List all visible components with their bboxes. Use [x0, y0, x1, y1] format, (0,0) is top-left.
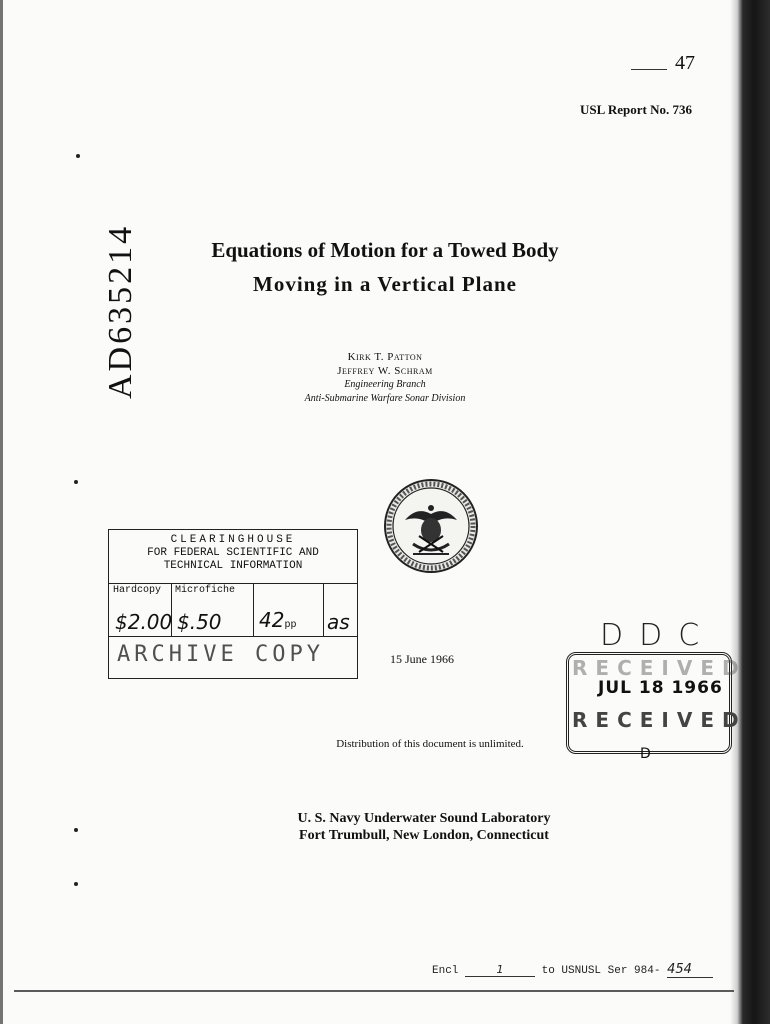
author-1: Kirk T. Patton [347, 351, 423, 363]
enclosure-middle: to USNUSL Ser 984- [541, 965, 661, 977]
received-bottom: RECEIVED [572, 708, 747, 732]
price-header-row [109, 583, 357, 599]
accession-number: AD635214 [102, 223, 139, 399]
ddc-label: DDC [600, 618, 716, 653]
page-number: 47 [631, 52, 695, 75]
page-count: 42pp [259, 608, 297, 632]
laboratory-block [0, 810, 770, 844]
author-2: Jeffrey W. Schram [337, 365, 433, 377]
scan-speck [74, 882, 78, 886]
clearinghouse-line-2: FOR FEDERAL SCIENTIFIC AND [147, 547, 319, 559]
scan-right-edge [730, 0, 770, 1024]
hardcopy-label: Hardcopy [113, 585, 162, 596]
clearinghouse-line-1: CLEARINGHOUSE [170, 534, 296, 546]
bottom-rule [14, 990, 734, 992]
branch: Engineering Branch [344, 379, 426, 390]
division: Anti-Submarine Warfare Sonar Division [304, 393, 466, 404]
enclosure-prefix: Encl [432, 965, 459, 977]
archive-copy-stamp: ARCHIVE COPY [117, 642, 324, 667]
serial-suffix: 454 [667, 962, 713, 978]
enclosure-number: 1 [465, 963, 535, 977]
title-line-2: Moving in a Vertical Plane [253, 272, 517, 296]
laboratory-location: Fort Trumbull, New London, Connecticut [299, 828, 549, 843]
distribution-statement: Distribution of this document is unlimited. [336, 738, 524, 750]
publication-date: 15 June 1966 [390, 652, 454, 666]
stamp-date: JUL 18 1966 [598, 678, 723, 698]
document-title [0, 233, 770, 301]
clearinghouse-line-3: TECHNICAL INFORMATION [163, 560, 303, 572]
author-block [0, 350, 770, 406]
received-top: RECEIVED [572, 656, 747, 680]
initials: as [327, 610, 350, 634]
report-number: USL Report No. 736 [580, 102, 692, 117]
laboratory-name: U. S. Navy Underwater Sound Laboratory [297, 811, 551, 826]
scan-speck [76, 154, 80, 158]
navy-seal-icon [383, 478, 479, 574]
microfiche-label: Microfiche [175, 585, 236, 596]
microfiche-price: $.50 [177, 610, 222, 634]
clearinghouse-stamp [108, 529, 358, 679]
stamp-letter: D [640, 746, 651, 762]
enclosure-footer [432, 962, 713, 978]
scan-left-edge [0, 0, 3, 1024]
scan-speck [74, 480, 78, 484]
hardcopy-price: $2.00 [115, 610, 173, 634]
price-values-row [109, 600, 357, 637]
title-line-1: Equations of Motion for a Towed Body [211, 238, 559, 262]
